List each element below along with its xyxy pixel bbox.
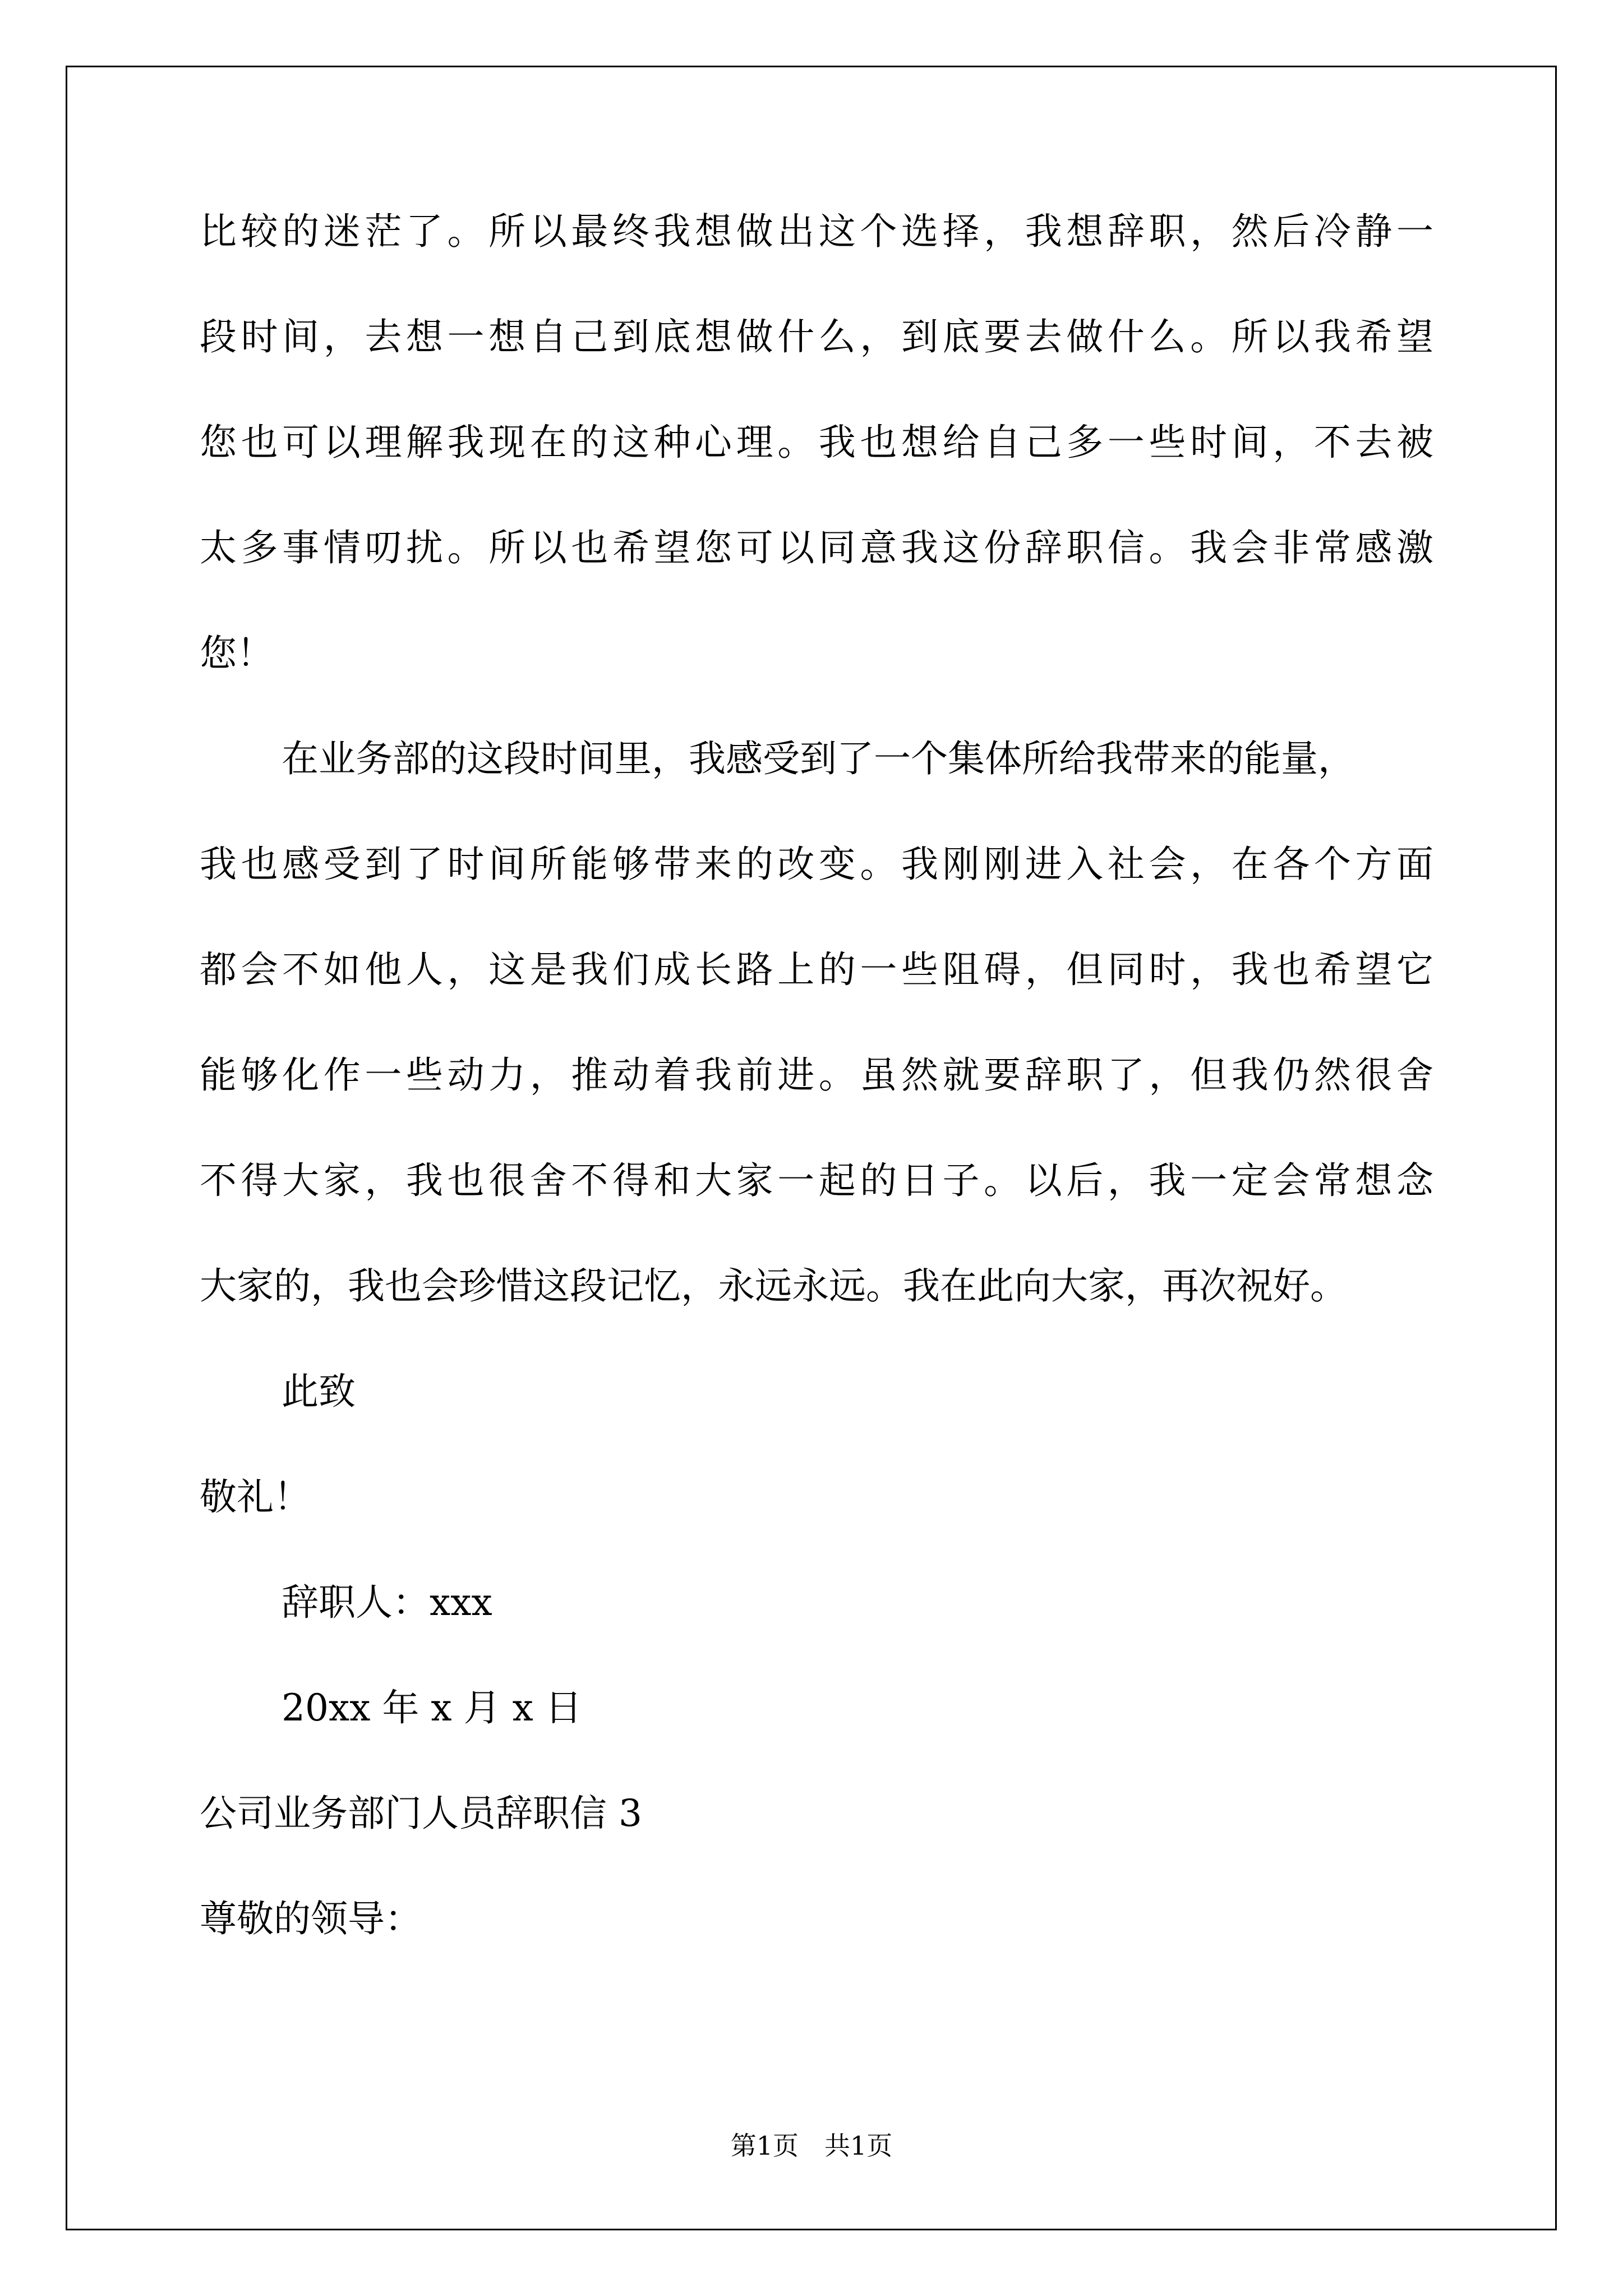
- salutation-line: 尊敬的领导：: [200, 1897, 422, 1940]
- paragraph-2-line-4: 能够化作一些动力，推动着我前进。虽然就要辞职了，但我仍然很舍: [200, 1053, 1433, 1097]
- paragraph-2-line-1: 在业务部的这段时间里，我感受到了一个集体所给我带来的能量，: [282, 737, 1355, 780]
- paragraph-2-line-2: 我也感受到了时间所能够带来的改变。我刚刚进入社会，在各个方面: [200, 843, 1433, 886]
- paragraph-2-line-3: 都会不如他人，这是我们成长路上的一些阻碍，但同时，我也希望它: [200, 948, 1433, 991]
- closing-salute: 敬礼！: [200, 1475, 311, 1519]
- paragraph-1-line-3: 您也可以理解我现在的这种心理。我也想给自己多一些时间，不去被: [200, 421, 1433, 464]
- paragraph-1-line-4: 太多事情叨扰。所以也希望您可以同意我这份辞职信。我会非常感激: [200, 526, 1433, 569]
- section-title: 公司业务部门人员辞职信 3: [200, 1792, 642, 1835]
- page-number: 第1页 共1页: [730, 2131, 893, 2161]
- paragraph-1-line-2: 段时间，去想一想自己到底想做什么，到底要去做什么。所以我希望: [200, 315, 1433, 358]
- document-body: [200, 210, 1433, 2006]
- paragraph-1-line-1: 比较的迷茫了。所以最终我想做出这个选择，我想辞职，然后冷静一: [200, 210, 1433, 253]
- paragraph-1-line-5: 您！: [200, 632, 274, 675]
- signature-line: 辞职人：xxx: [282, 1581, 492, 1624]
- paragraph-2-line-5: 不得大家，我也很舍不得和大家一起的日子。以后，我一定会常想念: [200, 1159, 1433, 1202]
- date-line: 20xx 年 x 月 x 日: [282, 1686, 582, 1729]
- paragraph-2-line-6: 大家的，我也会珍惜这段记忆，永远永远。我在此向大家，再次祝好。: [200, 1264, 1347, 1308]
- closing-line: 此致: [282, 1370, 356, 1413]
